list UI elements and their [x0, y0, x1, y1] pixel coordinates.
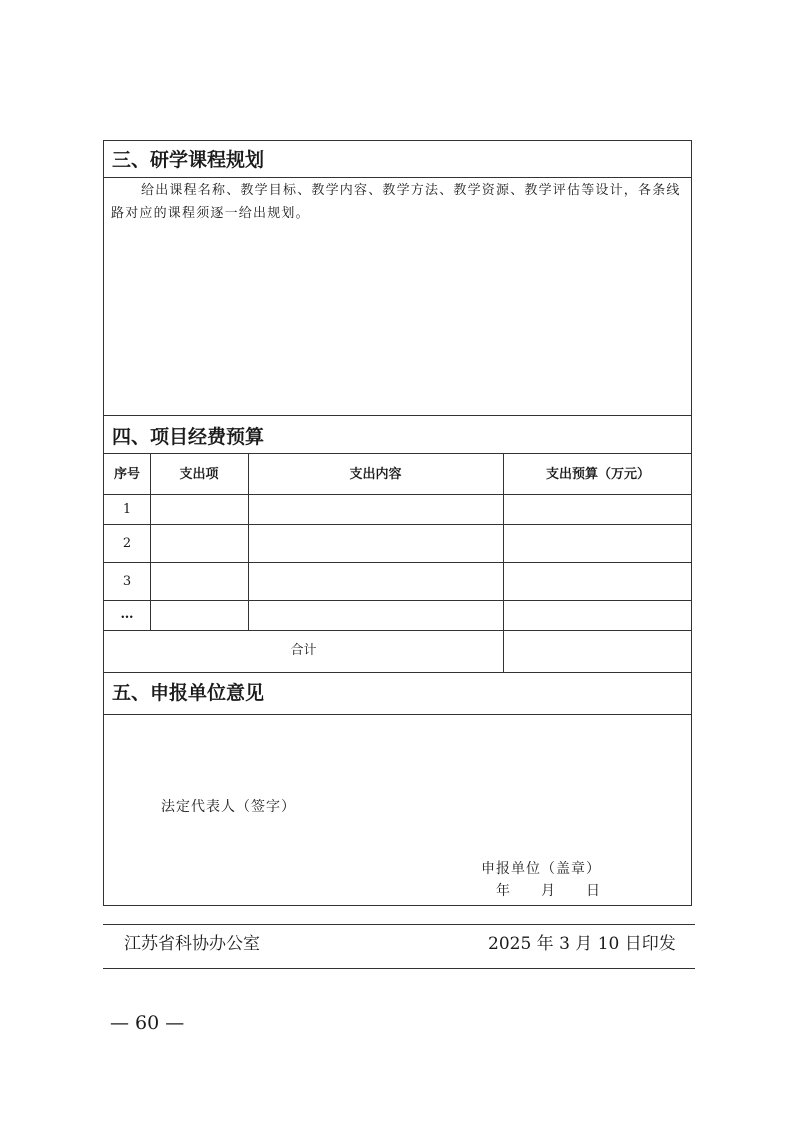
divider — [104, 415, 691, 416]
row-index: 1 — [122, 502, 132, 517]
application-form-table — [103, 140, 692, 906]
divider — [104, 453, 691, 454]
divider — [104, 714, 691, 715]
header-budget: 支出预算（万元） — [545, 467, 650, 482]
unit-seal-label: 申报单位（盖章） — [481, 861, 601, 877]
row-divider — [104, 494, 691, 495]
section-5-title: 五、申报单位意见 — [112, 682, 265, 704]
section-3-title: 三、研学课程规划 — [112, 149, 265, 171]
footer-rule-bottom — [103, 968, 695, 969]
row-index: 2 — [122, 536, 132, 551]
issue-date: 2025 年 3 月 10 日印发 — [488, 934, 676, 954]
header-index: 序号 — [113, 467, 140, 482]
divider — [104, 672, 691, 673]
header-item: 支出项 — [179, 467, 219, 482]
row-divider — [104, 630, 691, 631]
divider — [104, 177, 691, 178]
issuer: 江苏省科协办公室 — [124, 934, 260, 954]
header-content: 支出内容 — [349, 467, 402, 482]
row-divider — [104, 600, 691, 601]
section-4-title: 四、项目经费预算 — [112, 426, 265, 448]
row-divider — [104, 562, 691, 563]
page-number: — 60 — — [110, 1012, 185, 1034]
row-index: 3 — [122, 574, 132, 589]
date-label: 年 月 日 — [496, 883, 601, 899]
footer-rule-top — [103, 924, 695, 925]
total-label: 合计 — [290, 643, 317, 658]
legal-representative-signature-label: 法定代表人（签字） — [161, 799, 296, 815]
row-divider — [104, 524, 691, 525]
section-3-description: 给出课程名称、教学目标、教学内容、教学方法、教学资源、教学评估等设计，各条线路对应的课程须逐一给出规划。 — [111, 183, 681, 221]
row-index: … — [120, 607, 134, 622]
